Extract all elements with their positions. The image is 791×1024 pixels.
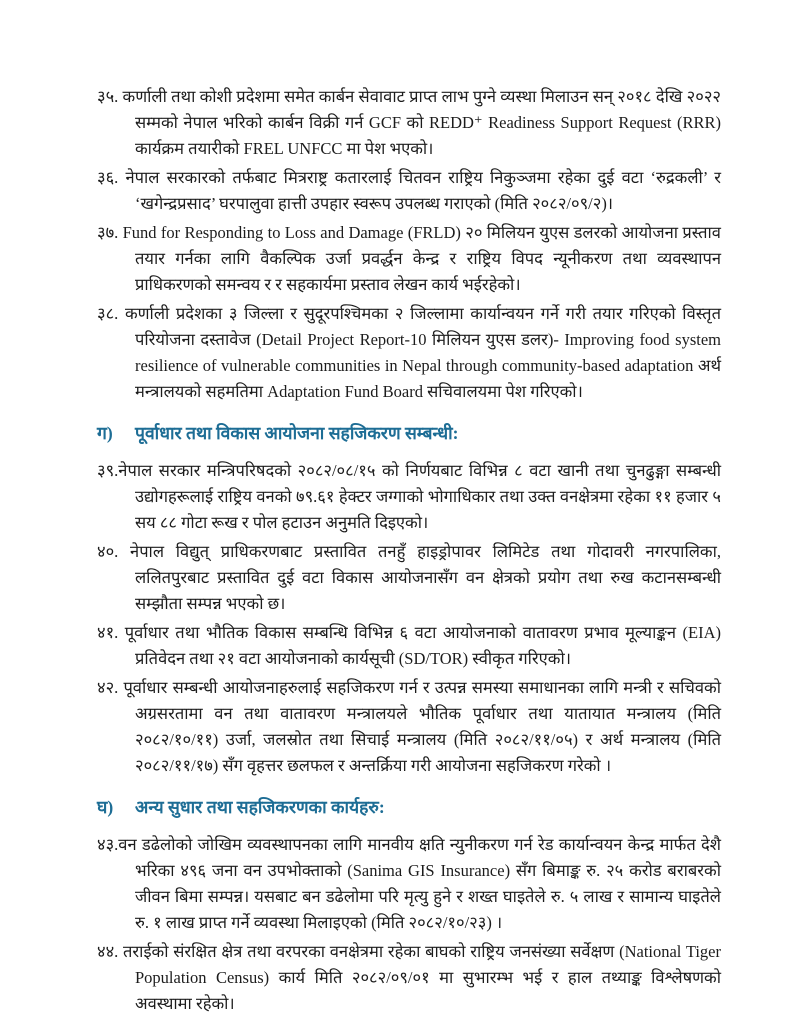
list-item-36-number: ३६. [97, 168, 126, 187]
list-item-38-number: ३८. [97, 304, 125, 323]
list-item-42-text: पूर्वाधार सम्बन्धी आयोजनाहरुलाई सहजिकरण गर्न र उत्पन्न समस्या समाधानका लागि मन्त्री र सचिवको अग्रसरतामा वन तथा वातावरण मन्त्रालयले भौतिक पूर्वाधार तथा यातायात मन्त्रालय (मिति २०८२/१०/११) उर्जा, जलस्रोत तथा सिचाई मन्त्रालय (मिति २०८२/११/०५) र अर्थ मन्त्रालय (मिति २०८२/११/१७) सँग वृहत्तर छलफल र अन्तर्क्रिया गरी आयोजना सहजिकरण गरेको । [123, 678, 721, 775]
list-item-38 [97, 301, 721, 405]
list-item-35-text: कर्णाली तथा कोशी प्रदेशमा समेत कार्बन सेवावाट प्राप्त लाभ पुग्ने व्यस्था मिलाउन सन् २०१८ देखि २०२२ सम्मको नेपाल भरिको कार्बन विक्री गर्न GCF को REDD⁺ Readiness Support Request (RRR) कार्यक्रम तयारीको FREL UNFCC मा पेश भएको। [122, 87, 721, 158]
section-heading-ga-text: पूर्वाधार तथा विकास आयोजना सहजिकरण सम्बन्धी: [135, 423, 459, 443]
list-item-42 [97, 675, 721, 779]
section-heading-ga-label: ग) [97, 423, 113, 443]
list-item-36-text: नेपाल सरकारको तर्फबाट मित्रराष्ट्र कतारलाई चितवन राष्ट्रिय निकुञ्जमा रहेका दुई वटा ‘रुद्रकली’ र ‘खगेन्द्रप्रसाद’ घरपालुवा हात्ती उपहार स्वरूप उपलब्ध गराएको (मिति २०८२/०९/२)। [125, 168, 721, 213]
list-item-41 [97, 620, 721, 672]
list-item-37-number: ३७. [97, 223, 123, 242]
list-item-40-text: नेपाल विद्युत् प्राधिकरणबाट प्रस्तावित तनहुँ हाइड्रोपावर लिमिटेड तथा गोदावरी नगरपालिका, ललितपुरबाट प्रस्तावित दुई वटा विकास आयोजनासँग वन क्षेत्रको प्रयोग तथा रुख कटानसम्बन्धी सम्झौता सम्पन्न भएको छ। [130, 542, 721, 613]
list-item-43-text: वन डढेलोको जोखिम व्यवस्थापनका लागि मानवीय क्षति न्युनीकरण गर्न रेड कार्यान्वयन केन्द्र मार्फत देशै भरिका ४९६ जना वन उपभोक्ताको (Sanima GIS Insurance) सँग बिमाङ्क रु. २५ करोड बराबरको जीवन बिमा सम्पन्न। यसबाट बन डढेलोमा परि मृत्यु हुने र शख्त घाइतेले रु. ५ लाख र सामान्य घाइतेले रु. १ लाख प्राप्त गर्ने व्यवस्था मिलाइएको (मिति २०८२/१०/२३) । [118, 835, 721, 932]
list-item-39-number: ३९. [97, 461, 119, 480]
list-item-42-number: ४२. [97, 678, 124, 697]
section-heading-gha-label: घ) [97, 797, 114, 817]
list-item-36 [97, 165, 721, 217]
list-item-41-number: ४१. [97, 623, 125, 642]
list-item-41-text: पूर्वाधार तथा भौतिक विकास सम्बन्धि विभिन्न ६ वटा आयोजनाको वातावरण प्रभाव मूल्याङ्कन (EIA) प्रतिवेदन तथा २१ वटा आयोजनाको कार्यसूची (SD/TOR) स्वीकृत गरिएको। [124, 623, 721, 668]
list-item-40 [97, 539, 721, 617]
section-heading-gha-text: अन्य सुधार तथा सहजिकरणका कार्यहरु: [135, 797, 385, 817]
list-item-44-number: ४४. [97, 942, 124, 961]
list-item-43 [97, 832, 721, 936]
list-item-38-text: कर्णाली प्रदेशका ३ जिल्ला र सुदूरपश्चिमका २ जिल्लामा कार्यान्वयन गर्ने गरी तयार गरिएको विस्तृत परियोजना दस्तावेज (Detail Project Report-10 मिलियन युएस डलर)- Improving food system resilience of vulnerable communities in Nepal through community-based adaptation अर्थ मन्त्रालयको सहमतिमा Adaptation Fund Board सचिवालयमा पेश गरिएको। [124, 304, 721, 401]
section-heading-ga [97, 420, 721, 446]
list-item-39 [97, 458, 721, 536]
list-item-37 [97, 220, 721, 298]
list-item-40-number: ४०. [97, 542, 131, 561]
list-item-44 [97, 939, 721, 1017]
list-item-44-text: तराईको संरक्षित क्षेत्र तथा वरपरका वनक्षेत्रमा रहेका बाघको राष्ट्रिय जनसंख्या सर्वेक्षण (National Tiger Population Census) कार्य मिति २०८२/०९/०१ मा सुभारम्भ भई र हाल तथ्याङ्क विश्लेषणको अवस्थामा रहेको। [123, 942, 721, 1013]
list-item-35-number: ३५. [97, 87, 123, 106]
list-item-39-text: नेपाल सरकार मन्त्रिपरिषदको २०८२/०८/१५ को निर्णयबाट विभिन्न ८ वटा खानी तथा चुनढुङ्गा सम्बन्धी उद्योगहरूलाई राष्ट्रिय वनको ७९.६१ हेक्टर जग्गाको भोगाधिकार तथा उक्त वनक्षेत्रमा रहेका ११ हजार ५ सय ८८ गोटा रूख र पोल हटाउन अनुमति दिइएको। [118, 461, 721, 532]
list-item-35 [97, 84, 721, 162]
list-item-43-number: ४३. [97, 835, 119, 854]
section-heading-gha [97, 794, 721, 820]
list-item-37-text: Fund for Responding to Loss and Damage (FRLD) २० मिलियन युएस डलरको आयोजना प्रस्ताव तयार गर्नका लागि वैकल्पिक उर्जा प्रवर्द्धन केन्द्र र राष्ट्रिय विपद न्यूनीकरण तथा व्यवस्थापन प्राधिकरणको समन्वय र र सहकार्यमा प्रस्ताव लेखन कार्य भईरहेको। [122, 223, 721, 294]
